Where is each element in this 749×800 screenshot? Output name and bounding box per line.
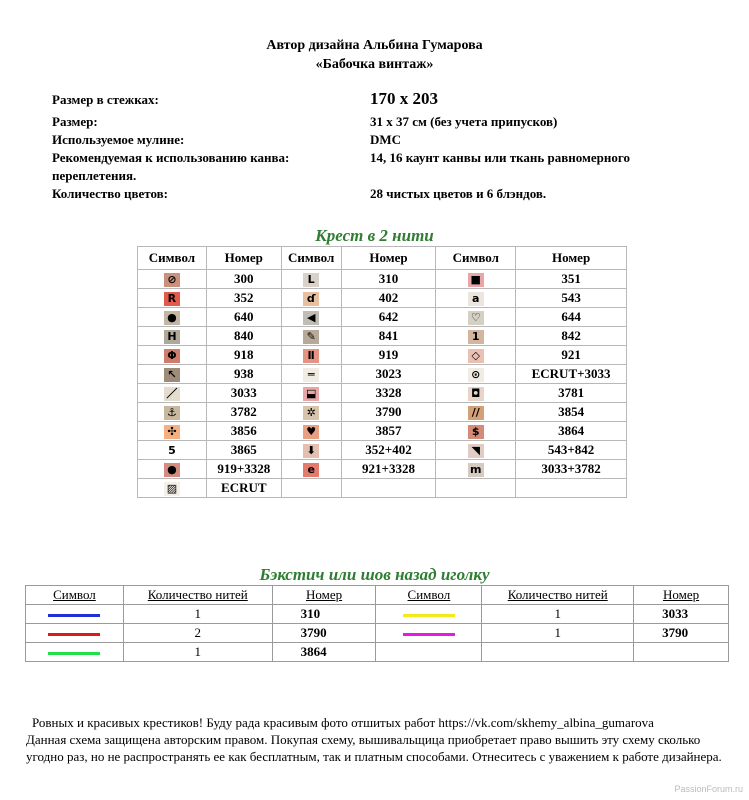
stitch-symbol-icon: ⊘	[164, 273, 180, 287]
dmc-number: 352+402	[341, 441, 436, 460]
cross-row	[138, 460, 627, 479]
backstitch-section-title: Бэкстич или шов назад иголку	[259, 565, 490, 584]
info-label: переплетения.	[52, 168, 137, 183]
dmc-number: 3033	[206, 384, 281, 403]
dmc-number: 3781	[516, 384, 627, 403]
info-label: Количество цветов:	[52, 186, 169, 201]
stitch-symbol-icon: ⊙	[468, 368, 484, 382]
cross-header: Символ	[436, 247, 516, 270]
stitch-symbol-icon: ✣	[164, 425, 180, 439]
stitch-symbol-icon: ◘	[468, 387, 484, 401]
info-label: Размер в стежках:	[52, 92, 159, 107]
backstitch-key-table	[25, 585, 729, 662]
stitch-symbol-icon: ／	[164, 387, 180, 401]
line-color-swatch-icon	[403, 633, 455, 636]
symbol-cell	[281, 384, 341, 403]
symbol-cell	[138, 403, 207, 422]
symbol-cell	[436, 327, 516, 346]
stitch-symbol-icon: ●	[164, 311, 180, 325]
dmc-number: 921	[516, 346, 627, 365]
strand-count: 1	[123, 605, 272, 624]
dmc-number: 300	[206, 270, 281, 289]
stitch-symbol-icon: ◥	[468, 444, 484, 458]
line-symbol-cell	[26, 605, 124, 624]
cross-stitch-key-table	[137, 246, 627, 498]
stitch-symbol-icon: m	[468, 463, 484, 477]
dmc-number: 3033	[634, 605, 729, 624]
symbol-cell	[281, 441, 341, 460]
cross-header: Символ	[138, 247, 207, 270]
backstitch-header: Символ	[376, 586, 482, 605]
dmc-number: 402	[341, 289, 436, 308]
symbol-cell	[281, 422, 341, 441]
line-symbol-cell	[376, 624, 482, 643]
stitch-symbol-icon: ↖	[164, 368, 180, 382]
stitch-symbol-icon: ɗ	[303, 292, 319, 306]
line-symbol-cell	[26, 624, 124, 643]
stitch-symbol-icon: ✲	[303, 406, 319, 420]
line-color-swatch-icon	[403, 614, 455, 617]
dmc-number: 3856	[206, 422, 281, 441]
backstitch-row	[26, 624, 729, 643]
dmc-number: 642	[341, 308, 436, 327]
symbol-cell	[281, 479, 341, 498]
dmc-number: 842	[516, 327, 627, 346]
dmc-number: 3790	[272, 624, 376, 643]
dmc-number	[341, 479, 436, 498]
symbol-cell	[281, 308, 341, 327]
dmc-number: 3023	[341, 365, 436, 384]
stitch-symbol-icon: ⬓	[303, 387, 319, 401]
stitch-symbol-icon: Φ	[164, 349, 180, 363]
stitch-symbol-icon: ═	[303, 368, 319, 382]
symbol-cell	[281, 346, 341, 365]
symbol-cell	[138, 460, 207, 479]
info-label: Рекомендуемая к использованию канва:	[52, 150, 290, 165]
cross-row	[138, 479, 627, 498]
stitch-symbol-icon: ♥	[303, 425, 319, 439]
symbol-cell	[138, 384, 207, 403]
symbol-cell	[436, 384, 516, 403]
symbol-cell	[436, 403, 516, 422]
symbol-cell	[138, 346, 207, 365]
dmc-number: 3865	[206, 441, 281, 460]
stitch-symbol-icon: ♡	[468, 311, 484, 325]
footer-copyright: Данная схема защищена авторским правом. Покупая схему, вышивальщица приобретает право вышить эту схему сколько угодно раз, но не распространять ее как бесплатным, так и платным способами. Отнеситесь с уважением к работе дизайнера.	[26, 732, 722, 764]
symbol-cell	[138, 441, 207, 460]
symbol-cell	[436, 308, 516, 327]
stitch-symbol-icon: ◇	[468, 349, 484, 363]
cross-row	[138, 327, 627, 346]
stitch-symbol-icon: R	[164, 292, 180, 306]
backstitch-row	[26, 605, 729, 624]
dmc-number	[634, 643, 729, 662]
cross-header: Номер	[341, 247, 436, 270]
symbol-cell	[138, 365, 207, 384]
symbol-cell	[281, 460, 341, 479]
strand-count: 1	[482, 605, 634, 624]
info-value: 14, 16 каунт канвы или ткань равномерного	[370, 150, 630, 165]
cross-row	[138, 346, 627, 365]
info-value: 170 х 203	[370, 89, 438, 108]
stitch-symbol-icon: Ⅱ	[303, 349, 319, 363]
backstitch-header: Символ	[26, 586, 124, 605]
dmc-number: 3790	[634, 624, 729, 643]
symbol-cell	[281, 365, 341, 384]
stitch-symbol-icon: ■	[468, 273, 484, 287]
dmc-number: 644	[516, 308, 627, 327]
backstitch-header: Номер	[272, 586, 376, 605]
stitch-symbol-icon: L	[303, 273, 319, 287]
dmc-number: 310	[272, 605, 376, 624]
symbol-cell	[436, 346, 516, 365]
dmc-number: ECRUT+3033	[516, 365, 627, 384]
cross-row	[138, 270, 627, 289]
dmc-number: 310	[341, 270, 436, 289]
line-color-swatch-icon	[48, 652, 100, 655]
info-label: Используемое мулине:	[52, 132, 185, 147]
cross-row	[138, 441, 627, 460]
stitch-symbol-icon: //	[468, 406, 484, 420]
line-symbol-cell	[26, 643, 124, 662]
symbol-cell	[138, 479, 207, 498]
symbol-cell	[281, 289, 341, 308]
symbol-cell	[281, 327, 341, 346]
stitch-symbol-icon: ⚓	[164, 406, 180, 420]
dmc-number: 3328	[341, 384, 436, 403]
author-title: Автор дизайна Альбина Гумарова	[266, 38, 483, 53]
line-symbol-cell	[376, 605, 482, 624]
symbol-cell	[436, 422, 516, 441]
dmc-number: 938	[206, 365, 281, 384]
dmc-number: 543	[516, 289, 627, 308]
stitch-symbol-icon: H	[164, 330, 180, 344]
dmc-number: 918	[206, 346, 281, 365]
stitch-symbol-icon: e	[303, 463, 319, 477]
cross-row	[138, 289, 627, 308]
footer-note	[26, 714, 736, 765]
symbol-cell	[281, 270, 341, 289]
dmc-number: 640	[206, 308, 281, 327]
stitch-symbol-icon: ◀	[303, 311, 319, 325]
symbol-cell	[281, 403, 341, 422]
watermark: PassionForum.ru	[674, 784, 743, 794]
line-color-swatch-icon	[48, 614, 100, 617]
stitch-symbol-icon: ●	[164, 463, 180, 477]
dmc-number: 3857	[341, 422, 436, 441]
dmc-number: 3864	[516, 422, 627, 441]
dmc-number: 3033+3782	[516, 460, 627, 479]
symbol-cell	[138, 327, 207, 346]
cross-row	[138, 308, 627, 327]
cross-section-title: Крест в 2 нити	[315, 226, 434, 245]
symbol-cell	[138, 308, 207, 327]
cross-row	[138, 365, 627, 384]
strand-count: 1	[482, 624, 634, 643]
cross-row	[138, 384, 627, 403]
info-value: 28 чистых цветов и 6 блэндов.	[370, 186, 547, 201]
symbol-cell	[436, 289, 516, 308]
dmc-number: 919+3328	[206, 460, 281, 479]
footer-greeting: Ровных и красивых крестиков! Буду рада красивым фото отшитых работ https://vk.com/skhemy_albina_gumarova	[32, 715, 654, 730]
stitch-symbol-icon: 5	[164, 444, 180, 458]
symbol-cell	[436, 460, 516, 479]
cross-row	[138, 422, 627, 441]
info-label: Размер:	[52, 114, 98, 129]
symbol-cell	[436, 365, 516, 384]
stitch-symbol-icon: ▨	[164, 482, 180, 496]
backstitch-header: Количество нитей	[482, 586, 634, 605]
stitch-symbol-icon: ✎	[303, 330, 319, 344]
dmc-number: 921+3328	[341, 460, 436, 479]
backstitch-header: Количество нитей	[123, 586, 272, 605]
stitch-symbol-icon: a	[468, 292, 484, 306]
dmc-number: 351	[516, 270, 627, 289]
dmc-number	[516, 479, 627, 498]
dmc-number: 840	[206, 327, 281, 346]
cross-header: Номер	[516, 247, 627, 270]
cross-row	[138, 403, 627, 422]
symbol-cell	[436, 441, 516, 460]
line-symbol-cell	[376, 643, 482, 662]
symbol-cell	[138, 422, 207, 441]
dmc-number: 3864	[272, 643, 376, 662]
symbol-cell	[138, 289, 207, 308]
dmc-number: 3782	[206, 403, 281, 422]
info-value: DMC	[370, 132, 402, 147]
symbol-cell	[138, 270, 207, 289]
backstitch-row	[26, 643, 729, 662]
dmc-number: 543+842	[516, 441, 627, 460]
dmc-number: 841	[341, 327, 436, 346]
stitch-symbol-icon: 1	[468, 330, 484, 344]
info-value: 31 х 37 см (без учета припусков)	[370, 114, 558, 129]
dmc-number: ECRUT	[206, 479, 281, 498]
design-name: «Бабочка винтаж»	[315, 57, 434, 72]
backstitch-header: Номер	[634, 586, 729, 605]
strand-count: 1	[123, 643, 272, 662]
symbol-cell	[436, 270, 516, 289]
dmc-number: 919	[341, 346, 436, 365]
stitch-symbol-icon: ⬇	[303, 444, 319, 458]
strand-count	[482, 643, 634, 662]
symbol-cell	[436, 479, 516, 498]
dmc-number: 3854	[516, 403, 627, 422]
dmc-number: 352	[206, 289, 281, 308]
strand-count: 2	[123, 624, 272, 643]
cross-header: Номер	[206, 247, 281, 270]
cross-header: Символ	[281, 247, 341, 270]
stitch-symbol-icon: $	[468, 425, 484, 439]
line-color-swatch-icon	[48, 633, 100, 636]
dmc-number: 3790	[341, 403, 436, 422]
